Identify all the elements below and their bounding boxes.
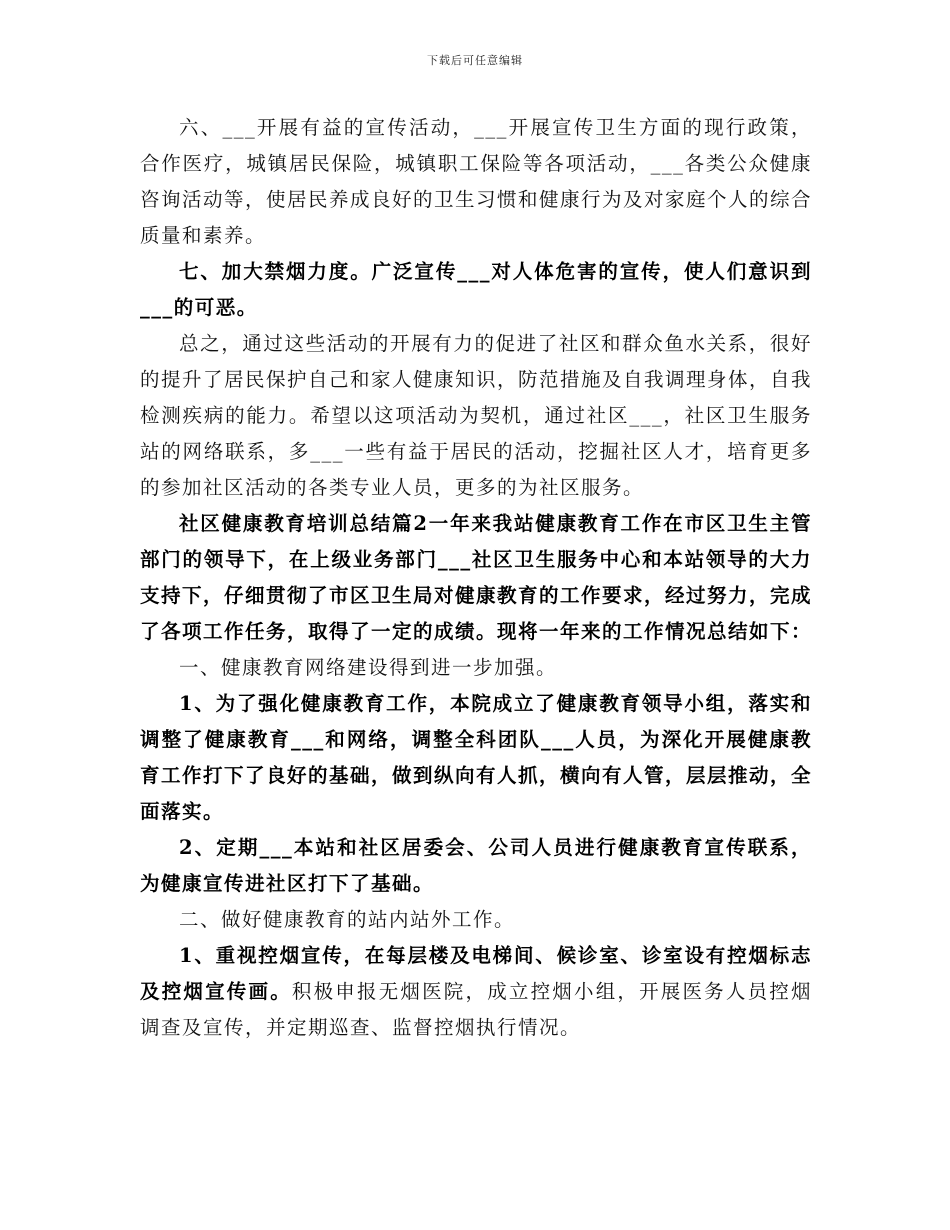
paragraph-4: 社区健康教育培训总结篇2一年来我站健康教育工作在市区卫生主管部门的领导下，在上级业务部门___社区卫生服务中心和本站领导的大力支持下，仔细贯彻了市区卫生局对健康教育的工作要求，经过努力，完成了各项工作任务，取得了一定的成绩。现将一年来的工作情况总结如下： [140, 512, 813, 643]
paragraph-2: 七、加大禁烟力度。广泛宣传___对人体危害的宣传，使人们意识到___的可恶。 [140, 260, 812, 319]
paragraph-8: 二、做好健康教育的站内站外工作。 [179, 908, 516, 931]
paragraph-9-bold: 1、重视控烟宣传，在每层楼及电梯间、候诊室、诊室设有控烟标志及控烟宣传画。 [140, 944, 812, 1003]
paragraph-1: 六、___开展有益的宣传活动，___开展宣传卫生方面的现行政策，合作医疗，城镇居民保险，城镇职工保险等各项活动，___各类公众健康咨询活动等，使居民养成良好的卫生习惯和健康行为及对家庭个人的综合质量和素养。 [140, 116, 813, 247]
document-body [140, 110, 812, 1046]
paragraph-6: 1、为了强化健康教育工作，本院成立了健康教育领导小组，落实和调整了健康教育___和网络，调整全科团队___人员，为深化开展健康教育工作打下了良好的基础，做到纵向有人抓，横向有人管，层层推动，全面落实。 [140, 692, 813, 823]
paragraph-7: 2、定期___本站和社区居委会、公司人员进行健康教育宣传联系，为健康宣传进社区打下了基础。 [140, 836, 812, 895]
paragraph-9 [140, 938, 812, 1046]
paragraph-3: 总之，通过这些活动的开展有力的促进了社区和群众鱼水关系，很好的提升了居民保护自己和家人健康知识，防范措施及自我调理身体，自我检测疾病的能力。希望以这项活动为契机，通过社区___，社区卫生服务站的网络联系，多___一些有益于居民的活动，挖掘社区人才，培育更多的参加社区活动的各类专业人员，更多的为社区服务。 [140, 332, 813, 499]
paragraph-9-normal: 积极申报无烟医院，成立控烟小组，开展医务人员控烟调查及宣传，并定期巡查、监督控烟执行情况。 [140, 980, 812, 1039]
page-header: 下载后可任意编辑 [427, 54, 523, 67]
paragraph-5: 一、健康教育网络建设得到进一步加强。 [179, 656, 558, 679]
